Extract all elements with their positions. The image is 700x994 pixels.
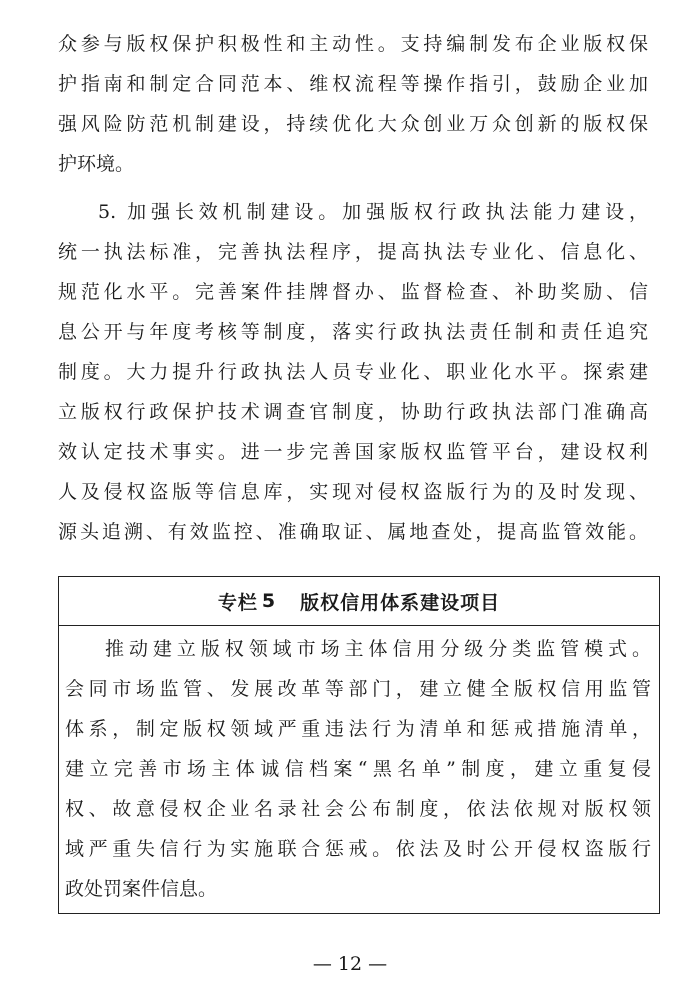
text-line: 规范化水平。完善案件挂牌督办、监督检查、补助奖励、信: [58, 281, 648, 303]
text-line: 息公开与年度考核等制度，落实行政执法责任制和责任追究: [58, 321, 648, 343]
paragraph-item-5: [58, 192, 648, 552]
text-line: 推动建立版权领域市场主体信用分级分类监管模式。: [105, 638, 651, 660]
text-line: 建立完善市场主体诚信档案“黑名单”制度，建立重复侵: [65, 758, 651, 780]
column-box-label: 专栏: [217, 591, 258, 614]
text-line: 体系，制定版权领域严重违法行为清单和惩戒措施清单，: [65, 718, 651, 740]
text-line: 权、故意侵权企业名录社会公布制度，依法依规对版权领: [65, 798, 651, 820]
text-line: 源头追溯、有效监控、准确取证、属地查处，提高监管效能。: [58, 521, 648, 543]
column-box: [58, 576, 660, 914]
text-line: 域严重失信行为实施联合惩戒。依法及时公开侵权盗版行: [65, 838, 651, 860]
text-line: 护指南和制定合同范本、维权流程等操作指引，鼓励企业加: [58, 73, 648, 95]
column-box-title: 版权信用体系建设项目: [300, 591, 501, 614]
column-box-number: 5: [261, 590, 277, 612]
text-line: 人及侵权盗版等信息库，实现对侵权盗版行为的及时发现、: [58, 481, 648, 503]
text-line: 立版权行政保护技术调查官制度，协助行政执法部门准确高: [58, 401, 648, 423]
text-line: 5. 加强长效机制建设。加强版权行政执法能力建设，: [98, 201, 648, 223]
text-line: 众参与版权保护积极性和主动性。支持编制发布企业版权保: [58, 33, 648, 55]
text-line: 护环境。: [58, 153, 135, 175]
text-line: 强风险防范机制建设，持续优化大众创业万众创新的版权保: [58, 113, 648, 135]
text-line: 政处罚案件信息。: [65, 878, 218, 900]
text-line: 统一执法标准，完善执法程序，提高执法专业化、信息化、: [58, 241, 648, 263]
text-line: 会同市场监管、发展改革等部门，建立健全版权信用监管: [65, 678, 651, 700]
text-line: 制度。大力提升行政执法人员专业化、职业化水平。探索建: [58, 361, 648, 383]
page-number: — 12 —: [312, 953, 388, 975]
column-box-header: [59, 577, 659, 626]
column-box-body: [65, 629, 651, 909]
paragraph-continued: [58, 24, 648, 184]
text-line: 效认定技术事实。进一步完善国家版权监管平台，建设权利: [58, 441, 648, 463]
